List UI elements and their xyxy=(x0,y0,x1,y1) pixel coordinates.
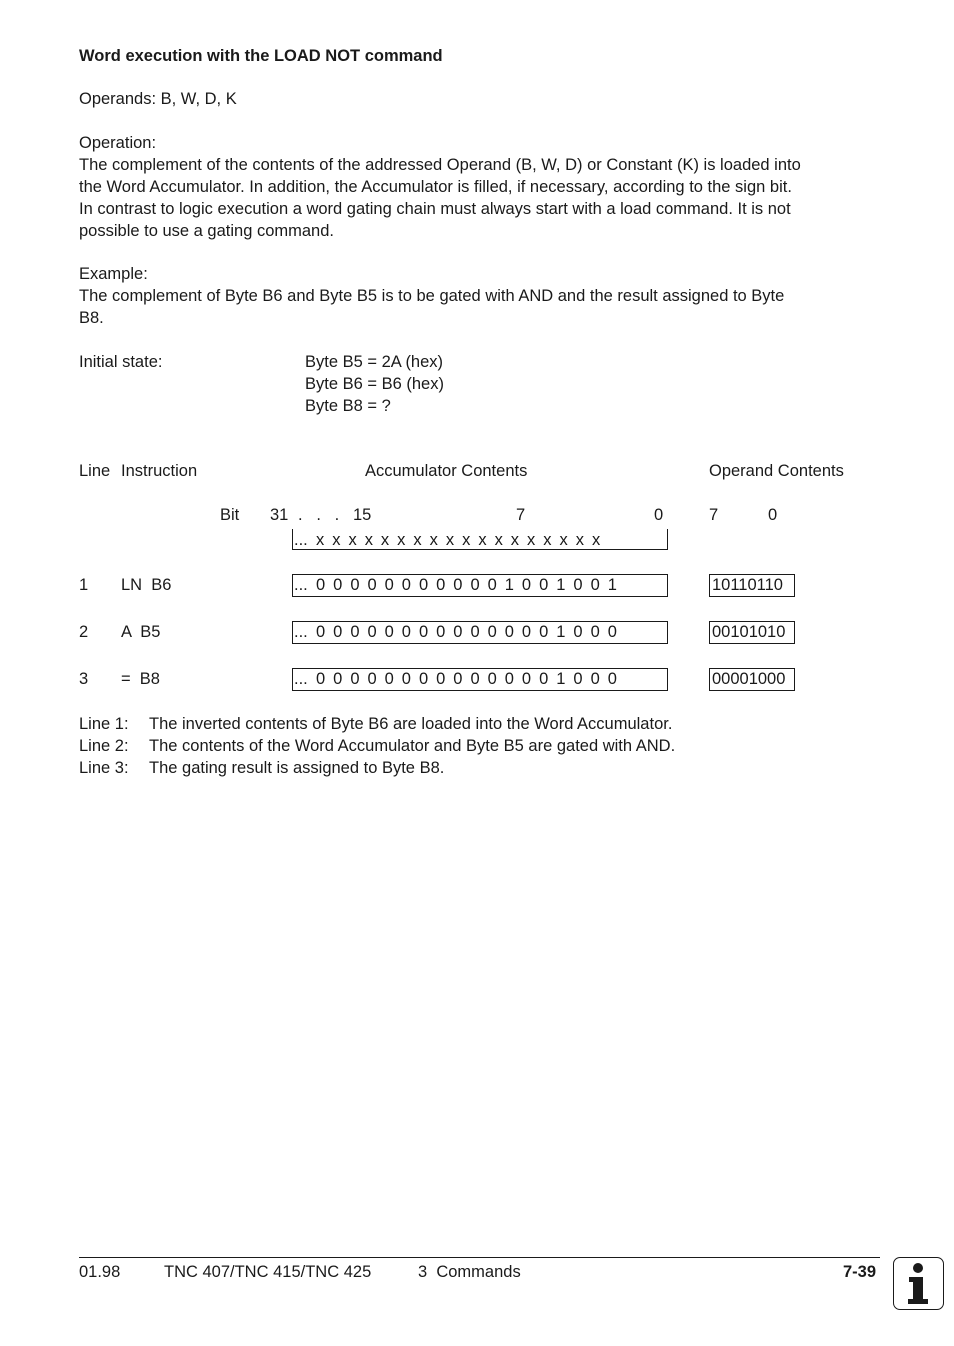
footer-divider xyxy=(79,1257,880,1258)
initial-state-label: Initial state: xyxy=(79,353,163,371)
operands-text: Operands: B, W, D, K xyxy=(79,90,237,108)
footer-page-number: 7-39 xyxy=(843,1263,877,1281)
row-line-number: 1 xyxy=(79,576,89,594)
acc-prefix: ... xyxy=(294,576,308,594)
acc-bits: 0 0 0 0 0 0 0 0 0 0 0 1 0 0 1 0 0 1 xyxy=(316,576,617,594)
accumulator-contents xyxy=(294,621,666,643)
header-operand: Operand Contents xyxy=(709,462,844,480)
info-icon[interactable] xyxy=(893,1257,944,1310)
initial-state-value: Byte B6 = B6 (hex) xyxy=(305,375,444,393)
note-text: The inverted contents of Byte B6 are loaded into the Word Accumulator. xyxy=(149,715,673,733)
bit-7: 7 xyxy=(516,506,526,524)
footer-chapter: 3 Commands xyxy=(418,1263,521,1281)
bit-label: Bit xyxy=(220,506,240,524)
bit-31: 31 xyxy=(270,506,289,524)
info-glyph-icon xyxy=(894,1258,942,1308)
header-instruction: Instruction xyxy=(121,462,198,480)
operation-line: the Word Accumulator. In addition, the Accumulator is filled, if necessary, according to the sign bit. xyxy=(79,178,792,196)
accumulator-contents xyxy=(294,668,666,690)
acc-bits: 0 0 0 0 0 0 0 0 0 0 0 0 0 0 1 0 0 0 xyxy=(316,670,617,688)
note-label: Line 2: xyxy=(79,737,129,755)
acc-bits: x x x x x x x x x x x x x x x x x x xyxy=(316,531,601,549)
operand-contents: 10110110 xyxy=(709,574,795,597)
note-text: The gating result is assigned to Byte B8. xyxy=(149,759,445,777)
operand-bit-7: 7 xyxy=(709,506,719,524)
acc-prefix: ... xyxy=(294,670,308,688)
initial-state-value: Byte B5 = 2A (hex) xyxy=(305,353,444,371)
initial-state-value: Byte B8 = ? xyxy=(305,397,391,415)
note-label: Line 3: xyxy=(79,759,129,777)
bit-dots: . . . xyxy=(298,506,340,524)
operation-line: The complement of the contents of the addressed Operand (B, W, D) or Constant (K) is loaded into xyxy=(79,156,801,174)
example-paragraph xyxy=(79,263,879,329)
example-label: Example: xyxy=(79,265,148,283)
footer-product: TNC 407/TNC 415/TNC 425 xyxy=(164,1263,372,1281)
operation-line: In contrast to logic execution a word gating chain must always start with a load command. It is not xyxy=(79,200,791,218)
section-heading: Word execution with the LOAD NOT command xyxy=(79,47,443,65)
note-text: The contents of the Word Accumulator and Byte B5 are gated with AND. xyxy=(149,737,676,755)
bit-15: 15 xyxy=(353,506,372,524)
example-line: The complement of Byte B6 and Byte B5 is to be gated with AND and the result assigned to Byte xyxy=(79,287,785,305)
note-label: Line 1: xyxy=(79,715,129,733)
operation-paragraph xyxy=(79,132,879,242)
operand-contents: 00001000 xyxy=(709,668,795,691)
acc-prefix: ... xyxy=(294,531,308,549)
operation-line: possible to use a gating command. xyxy=(79,222,334,240)
example-line: B8. xyxy=(79,309,104,327)
accumulator-pattern xyxy=(294,529,666,551)
footer-date: 01.98 xyxy=(79,1263,121,1281)
acc-bits: 0 0 0 0 0 0 0 0 0 0 0 0 0 0 1 0 0 0 xyxy=(316,623,617,641)
row-instruction: = B8 xyxy=(121,670,160,688)
operand-contents: 00101010 xyxy=(709,621,795,644)
row-instruction: A B5 xyxy=(121,623,161,641)
acc-prefix: ... xyxy=(294,623,308,641)
row-instruction: LN B6 xyxy=(121,576,172,594)
accumulator-contents xyxy=(294,574,666,596)
row-line-number: 3 xyxy=(79,670,89,688)
operation-label: Operation: xyxy=(79,134,157,152)
operand-bit-0: 0 xyxy=(768,506,778,524)
row-line-number: 2 xyxy=(79,623,89,641)
bit-0: 0 xyxy=(654,506,664,524)
header-accumulator: Accumulator Contents xyxy=(365,462,528,480)
header-line: Line xyxy=(79,462,111,480)
